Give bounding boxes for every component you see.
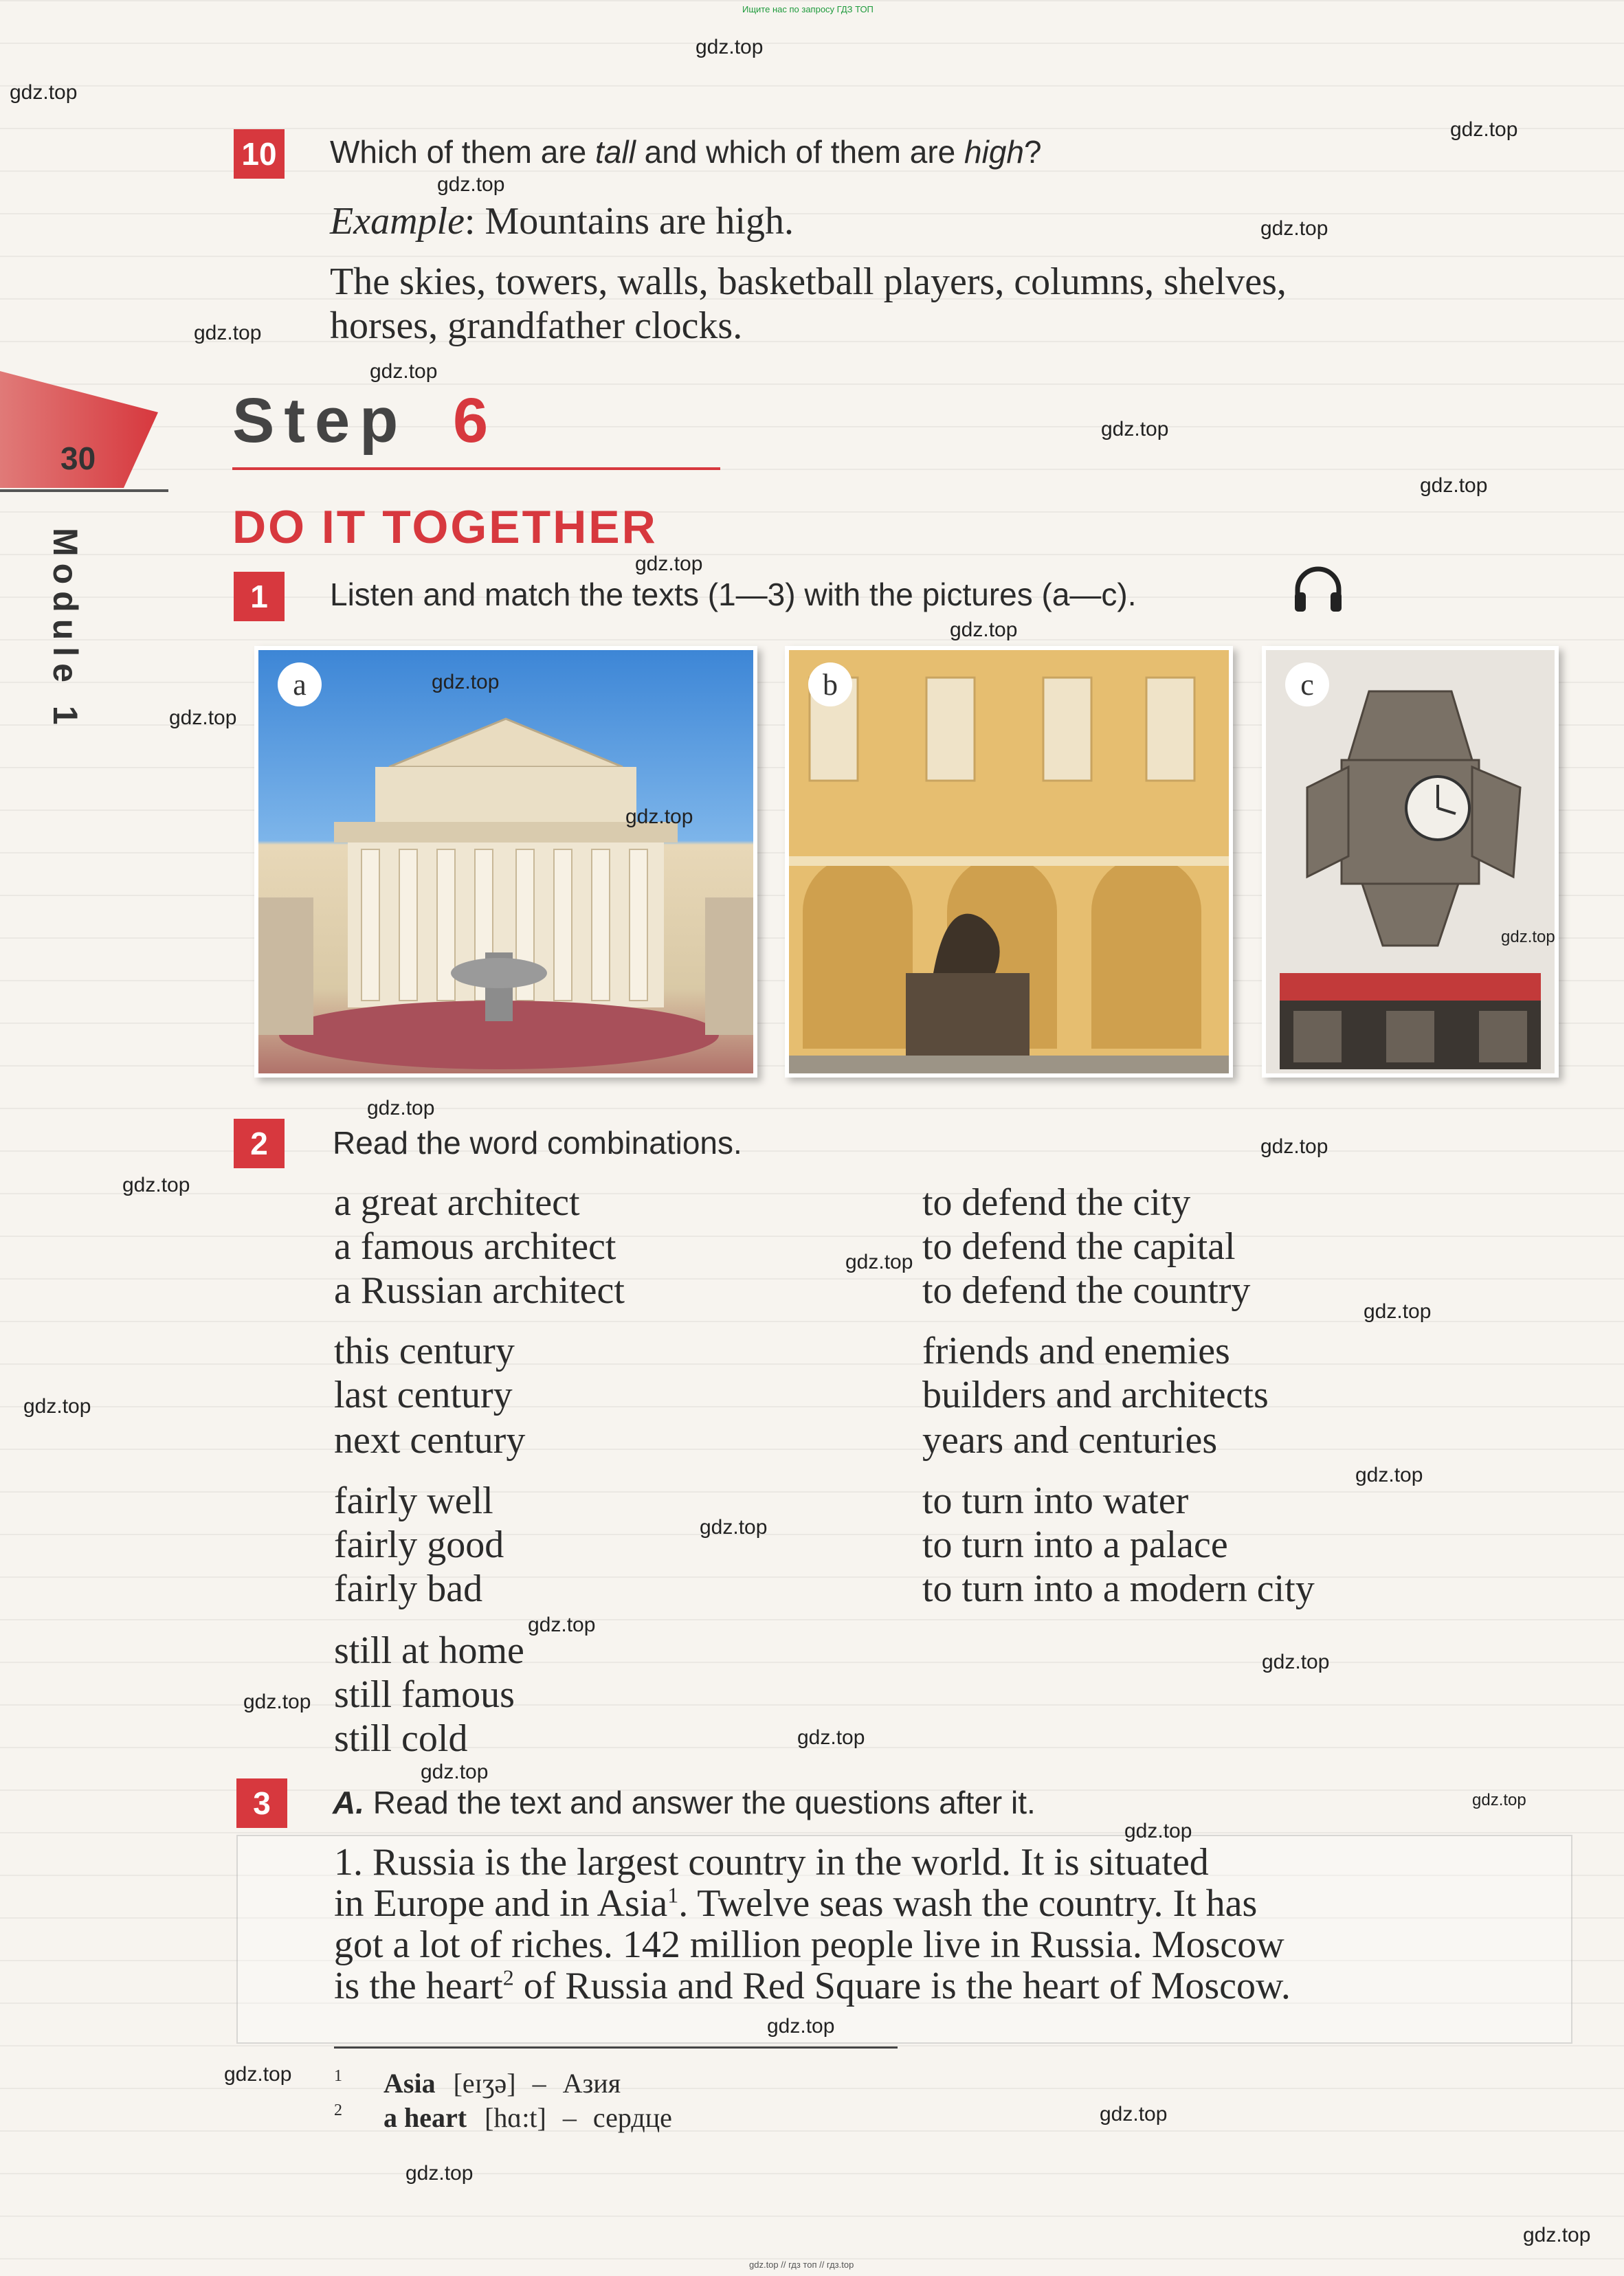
top-notice: Ищите нас по запросу ГДЗ ТОП	[742, 4, 874, 14]
headphones-icon	[1291, 562, 1346, 617]
watermark: gdz.top	[1364, 1300, 1432, 1323]
example-label: Example	[330, 200, 465, 243]
footnote-dash: –	[562, 2102, 577, 2133]
watermark: gdz.top	[367, 1097, 435, 1119]
watermark: gdz.top	[224, 2063, 292, 2086]
watermark: gdz.top	[1523, 2224, 1591, 2246]
watermark: gdz.top	[797, 1726, 865, 1749]
watermark: gdz.top	[950, 618, 1018, 641]
watermark: gdz.top	[1100, 2103, 1168, 2126]
footnote-marker: 1	[667, 1882, 679, 1908]
footnote-2	[334, 2101, 672, 2134]
watermark: gdz.top	[1260, 217, 1328, 240]
word-combination: still at home	[334, 1629, 524, 1672]
watermark: gdz.top	[700, 1516, 768, 1539]
exercise-3-instruction	[333, 1784, 1036, 1821]
word-combination: a Russian architect	[334, 1269, 625, 1312]
exercise-10-instruction	[330, 133, 1042, 170]
watermark: gdz.top	[421, 1761, 489, 1783]
section-title: DO IT TOGETHER	[232, 501, 658, 553]
exercise-10-items-line: horses, grandfather clocks.	[330, 304, 743, 347]
reading-text-part: is the heart	[334, 1965, 503, 2007]
watermark: gdz.top	[370, 360, 438, 383]
reading-text-line: got a lot of riches. 142 million people live in Russia. Moscow	[334, 1923, 1284, 1966]
watermark: gdz.top	[1450, 118, 1518, 141]
puppet-clock-illustration	[1266, 650, 1555, 1073]
footnote-transcription: [hɑ:t]	[485, 2102, 546, 2133]
exercise-10-items-line: The skies, towers, walls, basketball players, columns, shelves,	[330, 260, 1287, 303]
watermark: gdz.top	[405, 2162, 474, 2185]
word-combination: fairly good	[334, 1524, 504, 1566]
watermark: gdz.top	[432, 671, 500, 693]
watermark: gdz.top	[194, 322, 262, 344]
footnote-translation: Азия	[562, 2068, 621, 2099]
footnote-word: Asia	[383, 2068, 436, 2099]
exercise-3-badge: 3	[236, 1778, 287, 1828]
word-combination: a great architect	[334, 1181, 580, 1224]
step-rule	[232, 467, 720, 470]
footnote-number: 2	[334, 2101, 342, 2119]
reading-text-part: . Twelve seas wash the country. It has	[678, 1882, 1258, 1925]
exercise-3-part-label: A.	[333, 1785, 364, 1820]
bottom-notice: gdz.top // гдз топ // гдз.top	[749, 2260, 854, 2270]
step-heading	[232, 385, 498, 457]
watermark: gdz.top	[696, 36, 764, 58]
picture-a	[254, 646, 757, 1078]
word-combination: fairly well	[334, 1480, 493, 1522]
footnote-translation: сердце	[592, 2102, 672, 2133]
footnote-separator	[334, 2046, 898, 2049]
picture-b	[785, 646, 1233, 1078]
footnote-1	[334, 2067, 621, 2099]
word-combination: to turn into water	[922, 1480, 1189, 1522]
exercise-2-instruction: Read the word combinations.	[333, 1125, 742, 1161]
bolshoi-theatre-illustration	[258, 650, 753, 1073]
word-combination: a famous architect	[334, 1225, 616, 1268]
watermark: gdz.top	[1472, 1791, 1526, 1809]
word-combination: friends and enemies	[922, 1330, 1230, 1372]
word-combination: next century	[334, 1419, 526, 1462]
watermark: gdz.top	[23, 1395, 91, 1418]
reading-text-part: in Europe and in Asia	[334, 1882, 668, 1925]
reading-text-line	[334, 1840, 1209, 1884]
watermark: gdz.top	[1260, 1135, 1328, 1158]
picture-c	[1262, 646, 1559, 1078]
word-combination: to defend the city	[922, 1181, 1191, 1224]
exercise-2-badge: 2	[234, 1119, 285, 1168]
word-combination: to turn into a palace	[922, 1524, 1228, 1566]
watermark: gdz.top	[767, 2015, 835, 2038]
footnote-marker: 2	[502, 1965, 514, 1990]
watermark: gdz.top	[1101, 418, 1169, 440]
ex10-word-high: high	[964, 134, 1024, 170]
exercise-10-badge: 10	[234, 129, 285, 179]
picture-letter-c: c	[1285, 662, 1329, 706]
footnote-word: a heart	[383, 2102, 467, 2133]
ex10-instruction-part: ?	[1023, 134, 1042, 170]
reading-text-part: Russia is the largest country in the world. It is situated	[372, 1841, 1209, 1884]
watermark: gdz.top	[1501, 928, 1555, 946]
page-number-rule	[0, 489, 168, 492]
watermark: gdz.top	[169, 706, 237, 729]
ex10-instruction-part: Which of them are	[330, 134, 596, 170]
footnote-number: 1	[334, 2067, 342, 2085]
yellow-building-illustration	[789, 650, 1229, 1073]
watermark: gdz.top	[528, 1614, 596, 1636]
word-combination: still cold	[334, 1717, 468, 1760]
word-combination: builders and architects	[922, 1374, 1269, 1416]
picture-letter-a: a	[278, 662, 322, 706]
word-combination: to defend the capital	[922, 1225, 1236, 1268]
word-combination: last century	[334, 1374, 513, 1416]
module-label: Module 1	[46, 528, 85, 732]
footnote-dash: –	[532, 2068, 546, 2099]
watermark: gdz.top	[1124, 1820, 1192, 1842]
word-combination: to defend the country	[922, 1269, 1251, 1312]
exercise-1-instruction: Listen and match the texts (1—3) with the pictures (a—c).	[330, 577, 1137, 612]
watermark: gdz.top	[1420, 474, 1488, 497]
watermark: gdz.top	[10, 81, 78, 104]
step-number: 6	[452, 386, 498, 456]
word-combination: still famous	[334, 1673, 515, 1716]
watermark: gdz.top	[1262, 1651, 1330, 1673]
watermark: gdz.top	[1355, 1464, 1423, 1486]
reading-text-part: of Russia and Red Square is the heart of Moscow.	[513, 1965, 1291, 2007]
ex10-instruction-part: and which of them are	[635, 134, 965, 170]
reading-text-line	[334, 1964, 1291, 2008]
page-number: 30	[60, 440, 96, 476]
watermark: gdz.top	[243, 1691, 311, 1713]
watermark: gdz.top	[437, 173, 505, 196]
paragraph-number: 1.	[334, 1841, 363, 1884]
watermark: gdz.top	[625, 805, 693, 828]
exercise-1-badge: 1	[234, 572, 285, 621]
reading-text-line	[334, 1882, 1257, 1926]
word-combination: years and centuries	[922, 1419, 1218, 1462]
watermark: gdz.top	[122, 1174, 190, 1196]
word-combination: this century	[334, 1330, 515, 1372]
picture-letter-b: b	[808, 662, 852, 706]
exercise-10-example	[330, 199, 794, 243]
exercise-3-instruction-text: Read the text and answer the questions after it.	[372, 1785, 1036, 1820]
footnote-transcription: [eɪʒə]	[453, 2068, 516, 2099]
step-label: Step	[232, 386, 408, 456]
example-text: : Mountains are high.	[464, 200, 794, 243]
word-combination: fairly bad	[334, 1567, 483, 1610]
ex10-word-tall: tall	[595, 134, 636, 170]
word-combination: to turn into a modern city	[922, 1567, 1315, 1610]
watermark: gdz.top	[845, 1251, 913, 1273]
watermark: gdz.top	[635, 553, 703, 575]
